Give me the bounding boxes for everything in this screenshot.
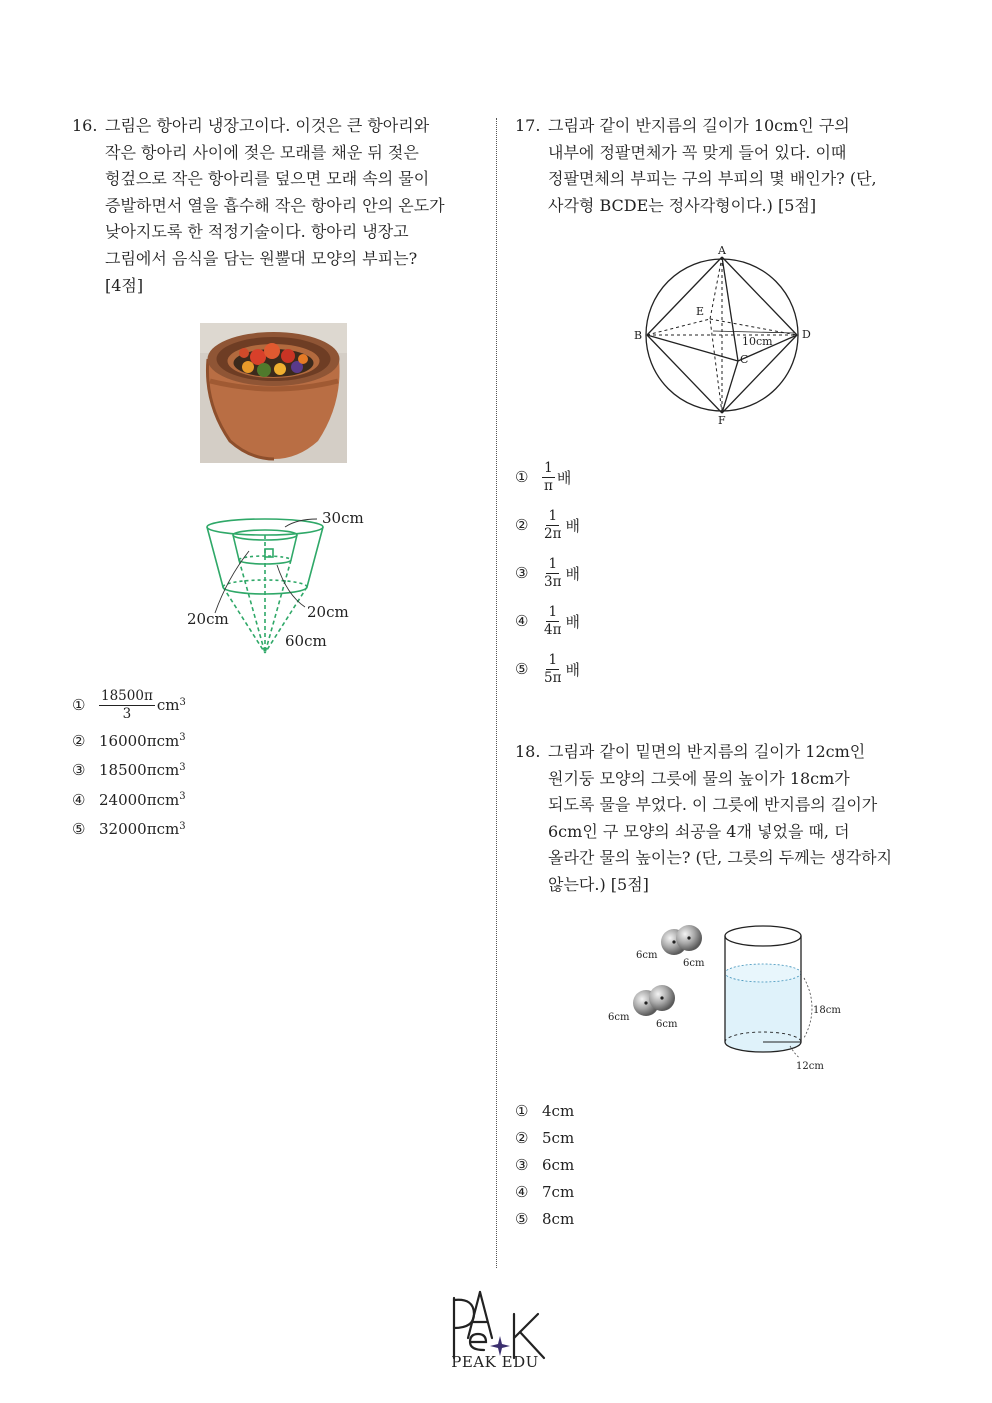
vertex-label-a: A xyxy=(718,244,726,257)
choice-exponent: 3 xyxy=(179,820,186,832)
choice-mark: ④ xyxy=(515,612,529,630)
question-17 xyxy=(515,113,915,219)
choice-mark: ⑤ xyxy=(515,1209,529,1228)
question-line: 되도록 물을 부었다. 이 그릇에 반지름의 길이가 xyxy=(548,795,878,815)
choice-mark: ⑤ xyxy=(72,820,86,839)
cylinder-radius-label: 12cm xyxy=(796,1061,824,1072)
fraction xyxy=(99,689,155,722)
fraction-denominator: 4π xyxy=(544,621,562,638)
choice-mark: ④ xyxy=(72,790,86,809)
choice-2[interactable] xyxy=(72,726,186,756)
choices-17 xyxy=(515,453,580,693)
choice-suffix: 배 xyxy=(565,516,580,535)
choice-exponent: 3 xyxy=(179,791,186,803)
fraction xyxy=(542,461,555,494)
choice-suffix: 배 xyxy=(565,564,580,583)
fraction-denominator: 2π xyxy=(544,525,562,542)
question-number: 18. xyxy=(515,742,541,761)
ball-label: 6cm xyxy=(656,1019,678,1030)
question-text xyxy=(515,113,915,219)
choice-1[interactable] xyxy=(515,1098,574,1125)
choice-4[interactable] xyxy=(515,1178,574,1205)
choice-mark: ③ xyxy=(515,564,529,582)
fraction-denominator: 3π xyxy=(544,573,562,590)
question-16 xyxy=(72,113,472,299)
water-height-label: 18cm xyxy=(813,1005,841,1016)
ball-label: 6cm xyxy=(636,950,658,961)
fraction xyxy=(542,653,563,686)
choice-text: 5cm xyxy=(542,1129,575,1148)
radius-label: 10cm xyxy=(742,335,773,348)
choice-exponent: 3 xyxy=(179,761,186,773)
choice-suffix: 배 xyxy=(556,468,572,487)
question-line: 내부에 정팔면체가 꼭 맞게 들어 있다. 이때 xyxy=(548,142,847,162)
choice-3[interactable] xyxy=(515,1152,574,1179)
choice-text: 8cm xyxy=(542,1209,575,1228)
choice-suffix: 배 xyxy=(565,660,580,679)
choice-text: 24000πcm xyxy=(99,790,180,809)
vertex-label-c: C xyxy=(740,353,749,366)
frustum-label-left: 20cm xyxy=(187,610,229,628)
choice-5[interactable] xyxy=(72,815,186,845)
fraction xyxy=(542,509,563,542)
choice-text: 18500πcm xyxy=(99,761,180,780)
choice-mark: ① xyxy=(72,696,86,714)
fraction-denominator: 3 xyxy=(122,705,132,722)
choice-exponent: 3 xyxy=(179,732,186,744)
cylinder-balls-diagram xyxy=(600,918,850,1078)
choice-3[interactable] xyxy=(72,756,186,786)
question-line: 정팔면체의 부피는 구의 부피의 몇 배인가? (단, xyxy=(548,169,877,189)
fraction-denominator: π xyxy=(544,477,553,494)
choice-mark: ① xyxy=(515,468,529,486)
clay-pot-photo xyxy=(200,323,347,463)
fraction-numerator: 1 xyxy=(548,651,558,668)
choice-mark: ⑤ xyxy=(515,660,529,678)
fraction-numerator: 1 xyxy=(548,555,558,572)
choice-text: 32000πcm xyxy=(99,820,180,839)
question-line: 낮아지도록 한 적정기술이다. 항아리 냉장고 xyxy=(105,222,409,242)
question-18 xyxy=(515,739,915,899)
choice-mark: ③ xyxy=(515,1155,529,1174)
choice-mark: ② xyxy=(515,516,529,534)
choice-text: 7cm xyxy=(542,1182,575,1201)
choice-2[interactable] xyxy=(515,501,580,549)
choice-mark: ④ xyxy=(515,1182,529,1201)
choice-4[interactable] xyxy=(72,785,186,815)
fraction xyxy=(542,605,563,638)
vertex-label-f: F xyxy=(718,414,726,427)
fraction-numerator: 18500π xyxy=(101,687,153,704)
choice-mark: ② xyxy=(515,1129,529,1148)
question-line: 않는다.) [5점] xyxy=(548,874,649,894)
choice-4[interactable] xyxy=(515,597,580,645)
question-line: 사각형 BCDE는 정사각형이다.) [5점] xyxy=(548,195,817,215)
question-line: 증발하면서 열을 흡수해 작은 항아리 안의 온도가 xyxy=(105,195,445,215)
choice-1[interactable] xyxy=(72,684,186,726)
frustum-label-top: 30cm xyxy=(322,509,364,527)
fraction-numerator: 1 xyxy=(548,603,558,620)
vertex-label-d: D xyxy=(802,328,811,341)
choice-unit: cm xyxy=(156,696,180,714)
choice-mark: ② xyxy=(72,731,86,750)
choice-mark: ③ xyxy=(72,761,86,780)
logo-text: PEAK EDU xyxy=(451,1353,539,1371)
choice-text: 6cm xyxy=(542,1155,575,1174)
ball-label: 6cm xyxy=(608,1012,630,1023)
choices-18 xyxy=(515,1098,574,1232)
fraction-denominator: 5π xyxy=(544,669,562,686)
choice-text: 16000πcm xyxy=(99,731,180,750)
choice-5[interactable] xyxy=(515,1205,574,1232)
choice-2[interactable] xyxy=(515,1125,574,1152)
question-line: 올라간 물의 높이는? (단, 그릇의 두께는 생각하지 xyxy=(548,848,893,868)
question-line: 그림과 같이 반지름의 길이가 10cm인 구의 xyxy=(548,116,850,135)
question-line: 그림에서 음식을 담는 원뿔대 모양의 부피는? xyxy=(105,248,418,268)
choice-1[interactable] xyxy=(515,453,580,501)
octahedron-sphere-diagram xyxy=(630,243,820,428)
fraction xyxy=(542,557,563,590)
choice-mark: ① xyxy=(515,1102,529,1121)
question-line: 그림과 같이 밑면의 반지름의 길이가 12cm인 xyxy=(548,742,866,761)
choice-text: 4cm xyxy=(542,1102,575,1121)
question-text xyxy=(515,739,915,899)
choices-16 xyxy=(72,684,186,844)
question-line: 6cm인 구 모양의 쇠공을 4개 넣었을 때, 더 xyxy=(548,821,850,841)
column-divider xyxy=(496,118,497,1268)
fraction-numerator: 1 xyxy=(544,459,553,476)
question-text xyxy=(72,113,472,299)
question-line: [4점] xyxy=(105,275,144,295)
question-line: 그림은 항아리 냉장고이다. 이것은 큰 항아리와 xyxy=(105,116,430,135)
frustum-label-bottom: 60cm xyxy=(285,632,327,650)
choice-5[interactable] xyxy=(515,645,580,693)
question-number: 16. xyxy=(72,116,98,135)
choice-3[interactable] xyxy=(515,549,580,597)
question-line: 헝겊으로 작은 항아리를 덮으면 모래 속의 물이 xyxy=(105,169,430,189)
vertex-label-b: B xyxy=(634,329,643,342)
question-line: 원기둥 모양의 그릇에 물의 높이가 18cm가 xyxy=(548,768,850,788)
fraction-numerator: 1 xyxy=(548,507,558,524)
question-number: 17. xyxy=(515,116,541,135)
frustum-label-right: 20cm xyxy=(307,603,349,621)
ball-label: 6cm xyxy=(683,958,705,969)
question-line: 작은 항아리 사이에 젖은 모래를 채운 뒤 젖은 xyxy=(105,142,419,162)
vertex-label-e: E xyxy=(696,305,705,318)
choice-suffix: 배 xyxy=(565,612,580,631)
choice-exponent: 3 xyxy=(179,696,186,708)
